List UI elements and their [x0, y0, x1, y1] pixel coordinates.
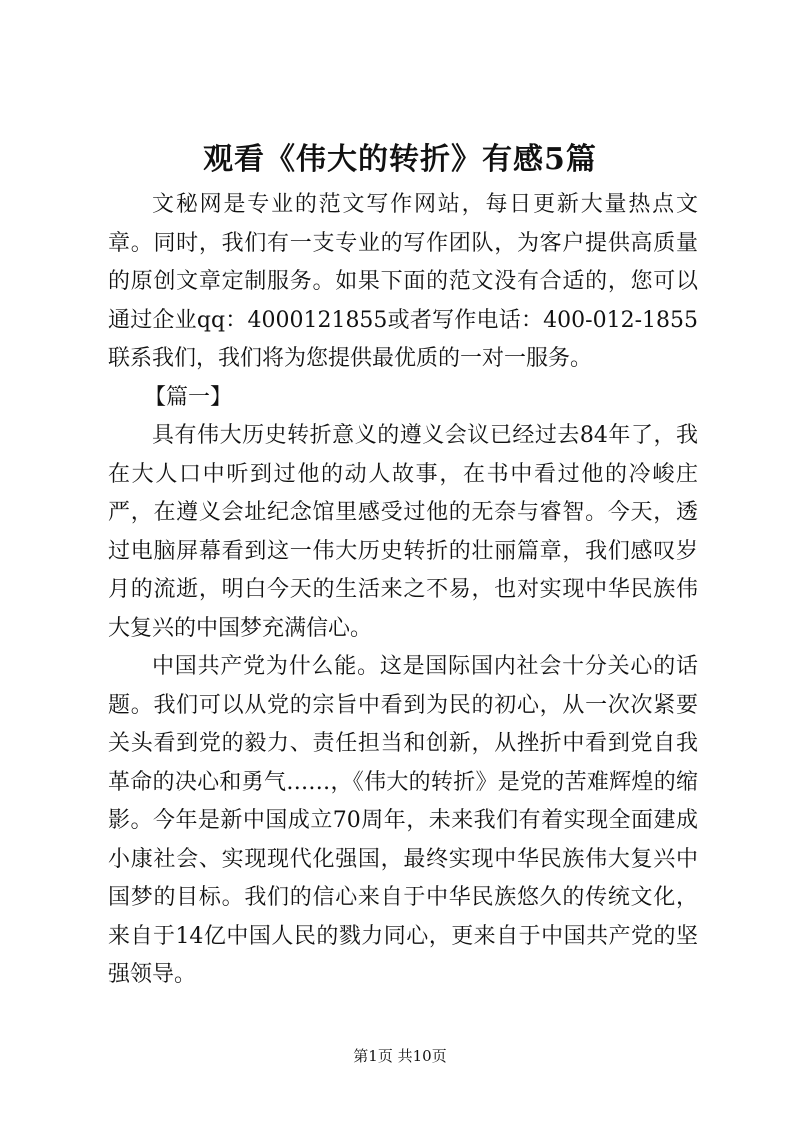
body-paragraph-1: 具有伟大历史转折意义的遵义会议已经过去84年了，我在大人口中听到过他的动人故事，在书中看过他的冷峻庄严，在遵义会址纪念馆里感受过他的无奈与睿智。今天，透过电脑屏幕看到这一伟大历史转折的壮丽篇章，我们感叹岁月的流逝，明白今天的生活来之不易，也对实现中华民族伟大复兴的中国梦充满信心。: [108, 423, 698, 641]
section-heading: 【篇一】: [144, 384, 233, 410]
document-title: 观看《伟大的转折》有感5篇: [203, 142, 597, 177]
intro-paragraph: 文秘网是专业的范文写作网站，每日更新大量热点文章。同时，我们有一支专业的写作团队，为客户提供高质量的原创文章定制服务。如果下面的范文没有合适的，您可以通过企业qq：4000121855或者写作电话：400-012-1855联系我们，我们将为您提供最优质的一对一服务。: [108, 192, 698, 371]
document-body: [108, 186, 698, 995]
body-paragraph-2: 中国共产党为什么能。这是国际国内社会十分关心的话题。我们可以从党的宗旨中看到为民的初心，从一次次紧要关头看到党的毅力、责任担当和创新，从挫折中看到党自我革命的决心和勇气……，《伟大的转折》是党的苦难辉煌的缩影。今年是新中国成立70周年，未来我们有着实现全面建成小康社会、实现现代化强国，最终实现中华民族伟大复兴中国梦的目标。我们的信心来自于中华民族悠久的传统文化，来自于14亿中国人民的戮力同心，更来自于中国共产党的坚强领导。: [108, 654, 698, 987]
page-footer: 第1页 共10页: [353, 1047, 447, 1065]
